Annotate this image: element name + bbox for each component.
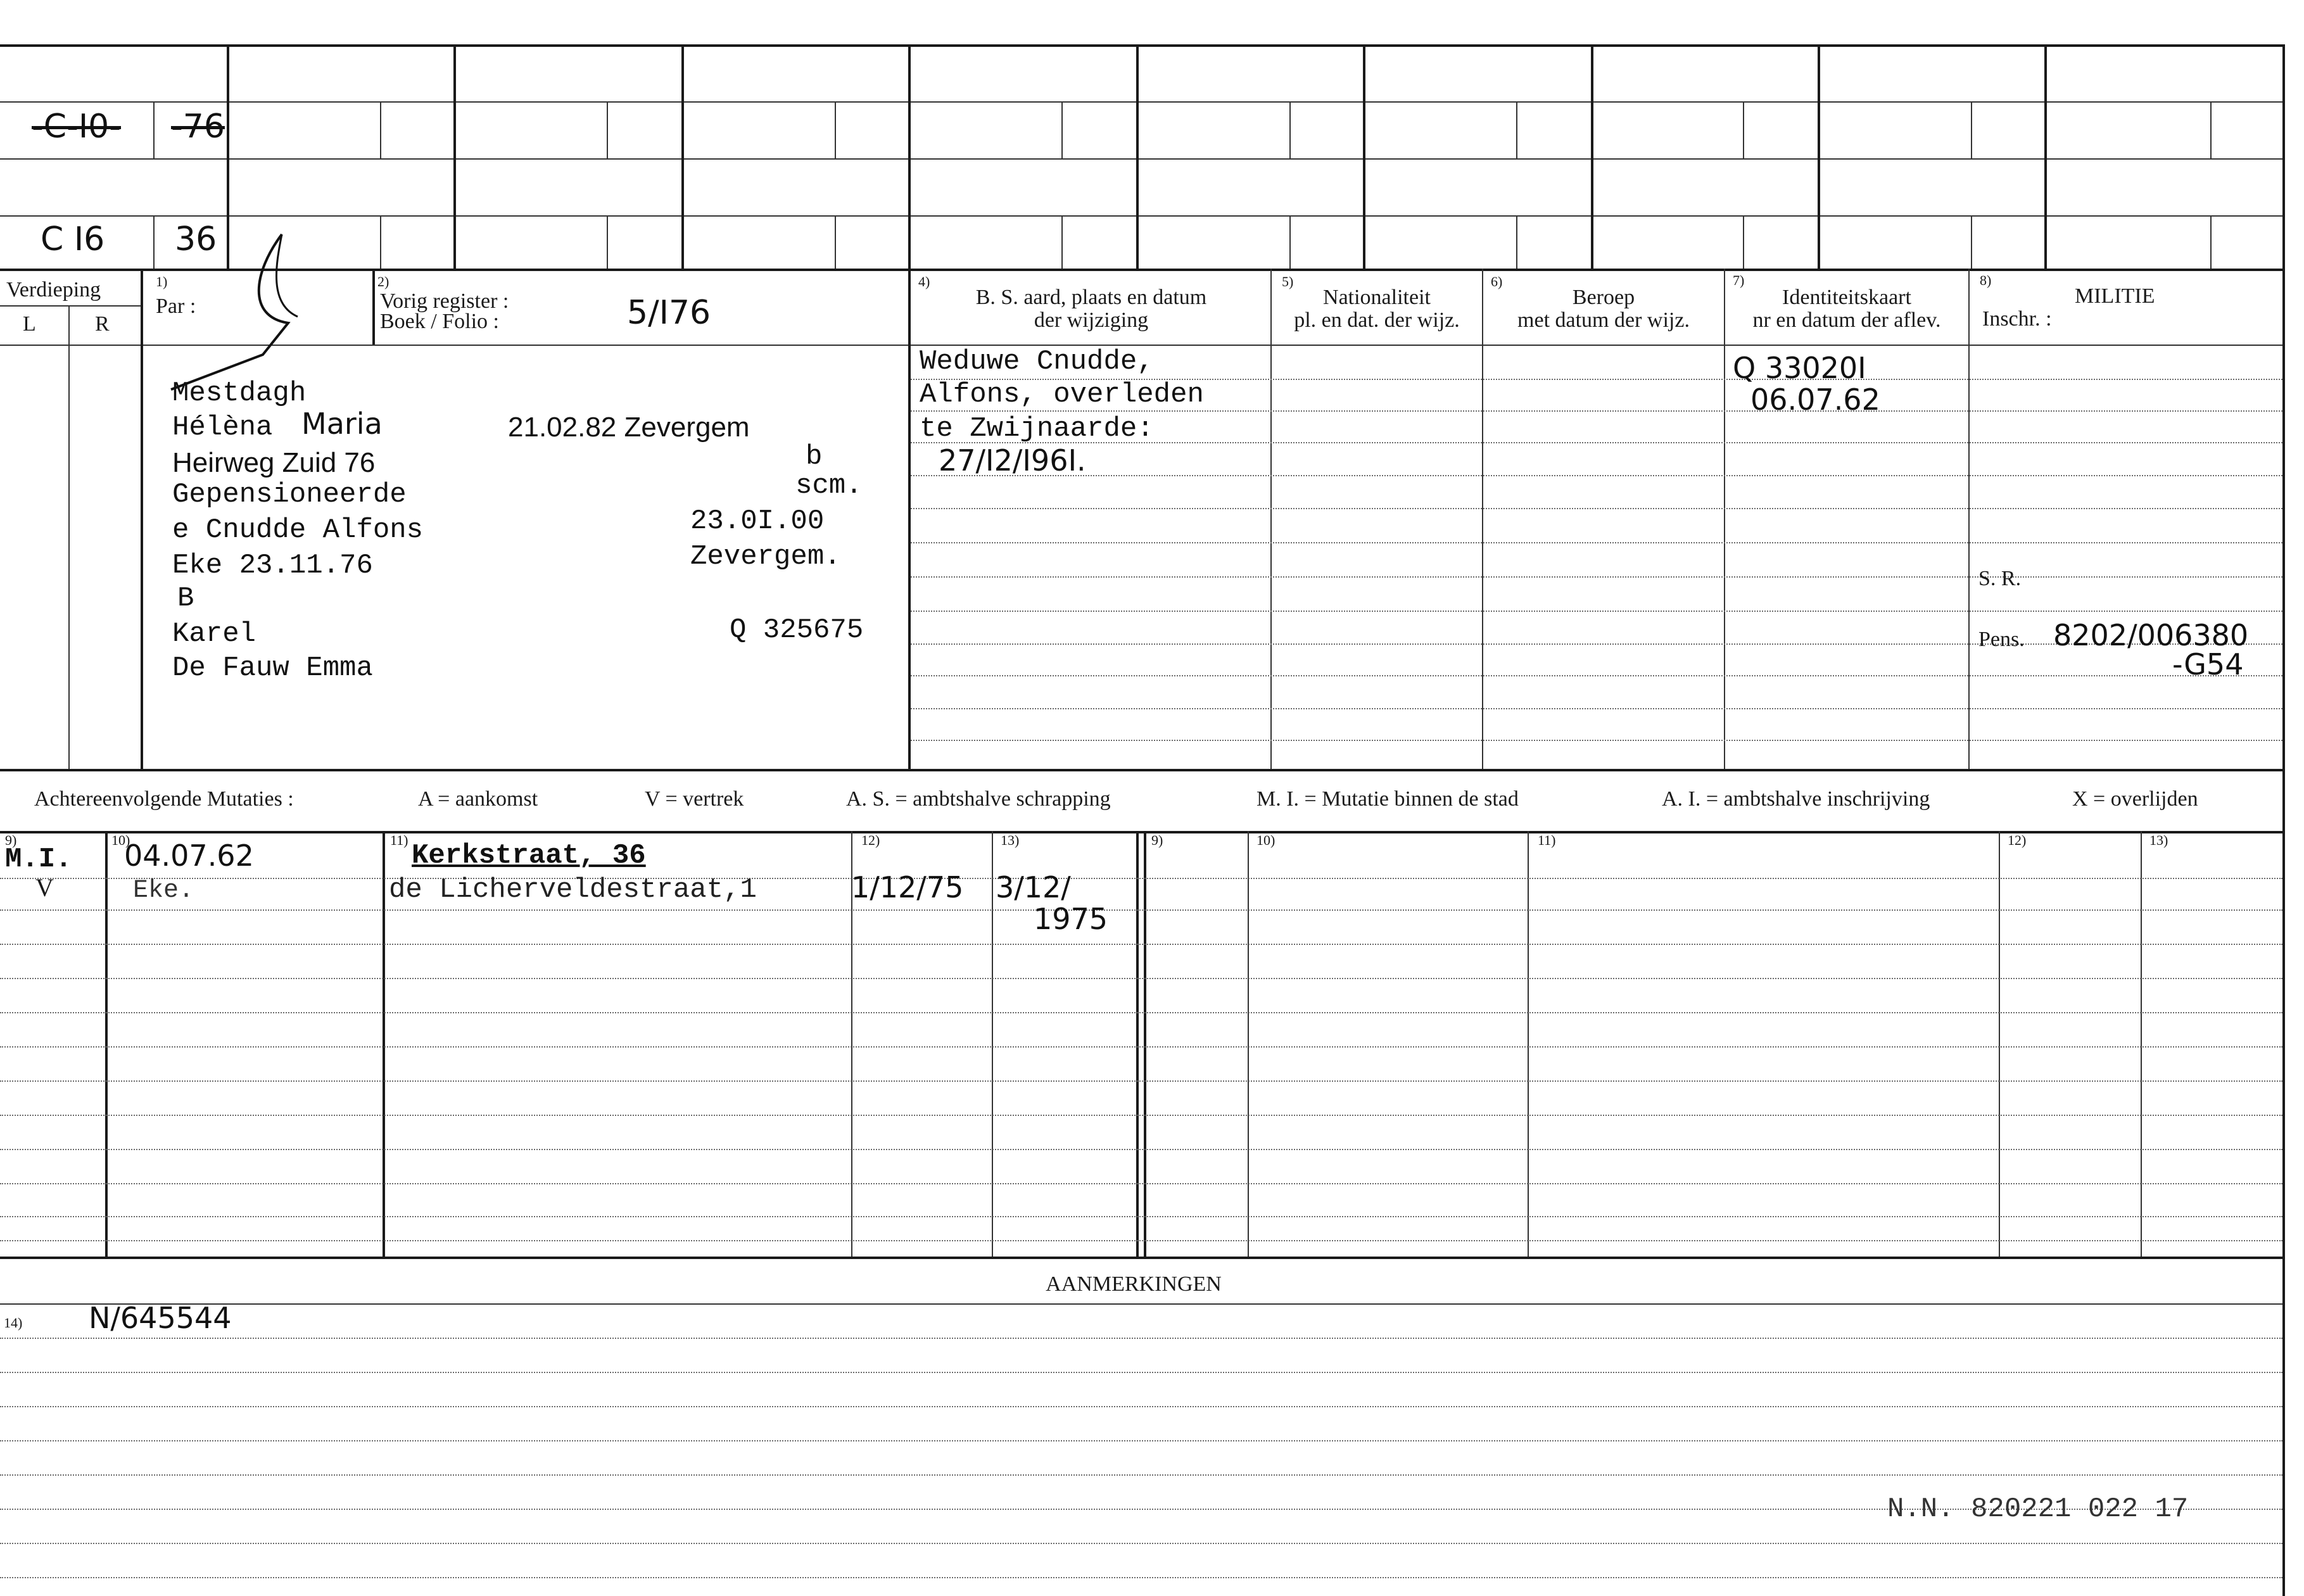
ruled-line xyxy=(0,1338,2282,1339)
legend-v: V = vertrek xyxy=(645,787,744,811)
note-5: 5) xyxy=(1282,274,1294,289)
note-1: 1) xyxy=(156,274,168,289)
grid-line xyxy=(1591,44,1593,269)
grid-line xyxy=(2210,215,2212,269)
ruled-line xyxy=(0,1183,2282,1184)
given-names-handwritten: Maria xyxy=(301,407,383,441)
table-row-date-12: 1/12/75 xyxy=(851,870,964,904)
mut-left-n11: 11) xyxy=(390,832,408,848)
boek-folio-label: Boek / Folio : xyxy=(380,310,499,333)
ruled-line xyxy=(911,708,2282,709)
ruled-line xyxy=(0,944,2282,945)
remarks-title: AANMERKINGEN xyxy=(1046,1272,1222,1296)
mut-right-n11: 11) xyxy=(1538,832,1556,848)
grid-line xyxy=(1061,215,1063,269)
column-line xyxy=(372,269,375,345)
note-8: 8) xyxy=(1980,272,1992,288)
mother: De Fauw Emma xyxy=(172,652,373,684)
grid-line xyxy=(0,158,2282,160)
section-line xyxy=(0,769,2282,771)
right-border xyxy=(2282,44,2285,1596)
table-row-type: V xyxy=(35,873,54,902)
ruled-line xyxy=(0,978,2282,979)
id-header-line2: nr en datum der aflev. xyxy=(1752,308,1941,332)
grid-line xyxy=(607,215,608,269)
mutation-col-line xyxy=(1144,831,1146,1257)
beroep-header-line1: Beroep xyxy=(1572,286,1635,309)
surname: Mestdagh xyxy=(172,377,307,409)
grid-line xyxy=(1818,44,1820,269)
ruled-line xyxy=(0,1440,2282,1441)
ruled-line xyxy=(0,1474,2282,1476)
vorig-register-label: Vorig register : xyxy=(380,289,509,313)
ruled-line xyxy=(0,1046,2282,1048)
grid-line xyxy=(1516,215,1517,269)
mutation-col-line xyxy=(992,831,993,1257)
legend-x: X = overlijden xyxy=(2072,787,2198,811)
ruled-line xyxy=(0,1577,2282,1578)
verdieping-split xyxy=(0,305,141,307)
civil-status-line2: Alfons, overleden xyxy=(920,379,1204,410)
b-mark: B xyxy=(177,583,194,614)
ruled-line xyxy=(0,909,2282,911)
legend-as: A. S. = ambtshalve schrapping xyxy=(846,787,1111,811)
pens-label: Pens. xyxy=(1978,628,2025,651)
note-7: 7) xyxy=(1733,272,1745,288)
legend-ai: A. I. = ambtshalve inschrijving xyxy=(1662,787,1930,811)
grid-line xyxy=(835,215,836,269)
column-line xyxy=(1724,269,1725,770)
identity-card-number: Q 33020I xyxy=(1733,351,1866,385)
table-row-place: Eke. xyxy=(133,877,194,905)
grid-line xyxy=(1743,101,1744,158)
grid-line xyxy=(835,101,836,158)
column-line xyxy=(1270,269,1272,770)
beroep-header-line2: met datum der wijz. xyxy=(1517,308,1690,332)
civil-status-line1: Weduwe Cnudde, xyxy=(920,346,1154,377)
bs-header-line2: der wijziging xyxy=(1034,308,1149,332)
grid-line xyxy=(380,215,381,269)
ruled-line xyxy=(0,1240,2282,1241)
ruled-line xyxy=(0,1080,2282,1082)
column-line xyxy=(141,269,143,770)
mutation-col-line xyxy=(2141,831,2142,1257)
grid-line xyxy=(1971,215,1972,269)
remarks-line xyxy=(0,1303,2282,1305)
boek-folio-value: 5/I76 xyxy=(627,294,711,332)
grid-line xyxy=(607,101,608,158)
marriage-place: Zevergem. xyxy=(690,541,841,573)
table-row-date-13: 3/12/ xyxy=(996,870,1071,904)
spouse: e Cnudde Alfons xyxy=(172,514,424,546)
ruled-line xyxy=(0,1543,2282,1544)
grid-line xyxy=(380,101,381,158)
grid-line-heavy xyxy=(0,269,2282,271)
mutation-col-line xyxy=(1528,831,1529,1257)
bs-header-line1: B. S. aard, plaats en datum xyxy=(975,286,1207,309)
table-row-address: de Licherveldestraat,1 xyxy=(389,874,757,906)
mutation-col-line xyxy=(383,831,385,1257)
grid-line xyxy=(2044,44,2047,269)
ruled-line xyxy=(0,1406,2282,1407)
struck-page: -76 xyxy=(171,108,225,146)
father: Karel xyxy=(172,618,256,650)
column-line xyxy=(1482,269,1483,770)
grid-line xyxy=(1289,215,1291,269)
civil-status-line4: 27/I2/I96I. xyxy=(939,443,1086,478)
militie-header: MILITIE xyxy=(2075,284,2155,308)
ruled-line xyxy=(0,1012,2282,1013)
sex-mark: b xyxy=(806,441,823,472)
ruled-line xyxy=(911,542,2282,543)
verdieping-r: R xyxy=(95,312,110,336)
grid-line xyxy=(1289,101,1291,158)
note-2: 2) xyxy=(377,274,389,289)
mutations-top-line xyxy=(0,831,2282,833)
ruled-line xyxy=(911,508,2282,509)
arrow-mark-icon xyxy=(152,228,317,399)
grid-line xyxy=(1061,101,1063,158)
grid-line xyxy=(681,44,684,269)
grid-line xyxy=(0,101,2282,103)
given-names: Hélèna xyxy=(172,412,273,443)
ruled-line xyxy=(911,611,2282,612)
ruled-line xyxy=(911,675,2282,676)
mutation-col-line xyxy=(1248,831,1249,1257)
grid-line xyxy=(1363,44,1365,269)
mut-left-n9: 9) xyxy=(5,832,17,848)
civil-status-line3: te Zwijnaarde: xyxy=(920,413,1154,445)
ruled-line xyxy=(0,1115,2282,1116)
ruled-line xyxy=(911,475,2282,476)
legend-title: Achtereenvolgende Mutaties : xyxy=(34,787,294,811)
verdieping-l: L xyxy=(23,312,36,336)
page-number: 36 xyxy=(175,220,217,258)
mut-right-n9: 9) xyxy=(1151,832,1163,848)
table-row-type: M.I. xyxy=(5,844,72,875)
mutations-bottom-line xyxy=(0,1257,2282,1259)
note-4: 4) xyxy=(918,274,930,289)
national-number: N.N. 820221 022 17 xyxy=(1887,1493,2189,1525)
mut-left-n10: 10) xyxy=(111,832,130,848)
mutation-col-line xyxy=(1136,831,1139,1257)
nationality-header-line1: Nationaliteit xyxy=(1323,286,1431,309)
ruled-line xyxy=(911,576,2282,578)
mut-right-n10: 10) xyxy=(1256,832,1275,848)
occupation: Gepensioneerde xyxy=(172,479,407,510)
top-border xyxy=(0,44,2285,47)
ruled-line xyxy=(0,1216,2282,1217)
code: C I6 xyxy=(41,220,105,258)
mut-left-n13: 13) xyxy=(1001,832,1020,848)
mut-right-n12: 12) xyxy=(2008,832,2027,848)
marriage-date: 23.0I.00 xyxy=(690,505,825,537)
column-line xyxy=(68,345,70,770)
sr-label: S. R. xyxy=(1978,567,2022,590)
column-line xyxy=(1968,269,1970,770)
pens-number: 8202/006380 xyxy=(2053,618,2249,652)
id-number: Q 325675 xyxy=(730,614,864,646)
column-line xyxy=(908,269,911,770)
verdieping-label: Verdieping xyxy=(6,278,101,301)
mutation-col-line xyxy=(1999,831,2000,1257)
identity-card-date: 06.07.62 xyxy=(1750,383,1880,417)
par-label: Par : xyxy=(156,294,196,318)
grid-line xyxy=(1516,101,1517,158)
ruled-line xyxy=(911,740,2282,741)
pens-suffix: -G54 xyxy=(2172,647,2244,681)
inschr-label: Inschr. : xyxy=(1982,307,2052,331)
ruled-line xyxy=(911,410,2282,412)
civil-code: scm. xyxy=(795,470,863,502)
death-entry: Eke 23.11.76 xyxy=(172,550,373,581)
remarks-value: N/645544 xyxy=(89,1301,232,1335)
grid-line xyxy=(1136,44,1139,269)
mutation-col-line xyxy=(105,831,108,1257)
table-row-year: 1975 xyxy=(1034,902,1108,936)
grid-line xyxy=(1743,215,1744,269)
table-row-date: 04.07.62 xyxy=(124,839,254,873)
note-14: 14) xyxy=(4,1315,23,1331)
grid-line xyxy=(2210,101,2212,158)
ruled-line xyxy=(0,878,2282,879)
grid-line xyxy=(453,44,456,269)
ruled-line xyxy=(0,1372,2282,1373)
note-6: 6) xyxy=(1491,274,1503,289)
birth-date-place: 21.02.82 Zevergem xyxy=(508,412,750,443)
legend-mi: M. I. = Mutatie binnen de stad xyxy=(1256,787,1519,811)
table-row-address: Kerkstraat, 36 xyxy=(412,840,646,871)
grid-line xyxy=(0,215,2282,217)
grid-line xyxy=(908,44,911,269)
verdieping-split-lr xyxy=(68,305,70,345)
grid-line xyxy=(153,101,155,158)
address: Heirweg Zuid 76 xyxy=(172,447,376,478)
legend-a: A = aankomst xyxy=(418,787,538,811)
id-header-line1: Identiteitskaart xyxy=(1782,286,1911,309)
nationality-header-line2: pl. en dat. der wijz. xyxy=(1294,308,1460,332)
struck-code: -C-I0- xyxy=(32,108,122,146)
ruled-line xyxy=(0,1149,2282,1150)
grid-line xyxy=(1971,101,1972,158)
mut-right-n13: 13) xyxy=(2149,832,2168,848)
mut-left-n12: 12) xyxy=(861,832,880,848)
